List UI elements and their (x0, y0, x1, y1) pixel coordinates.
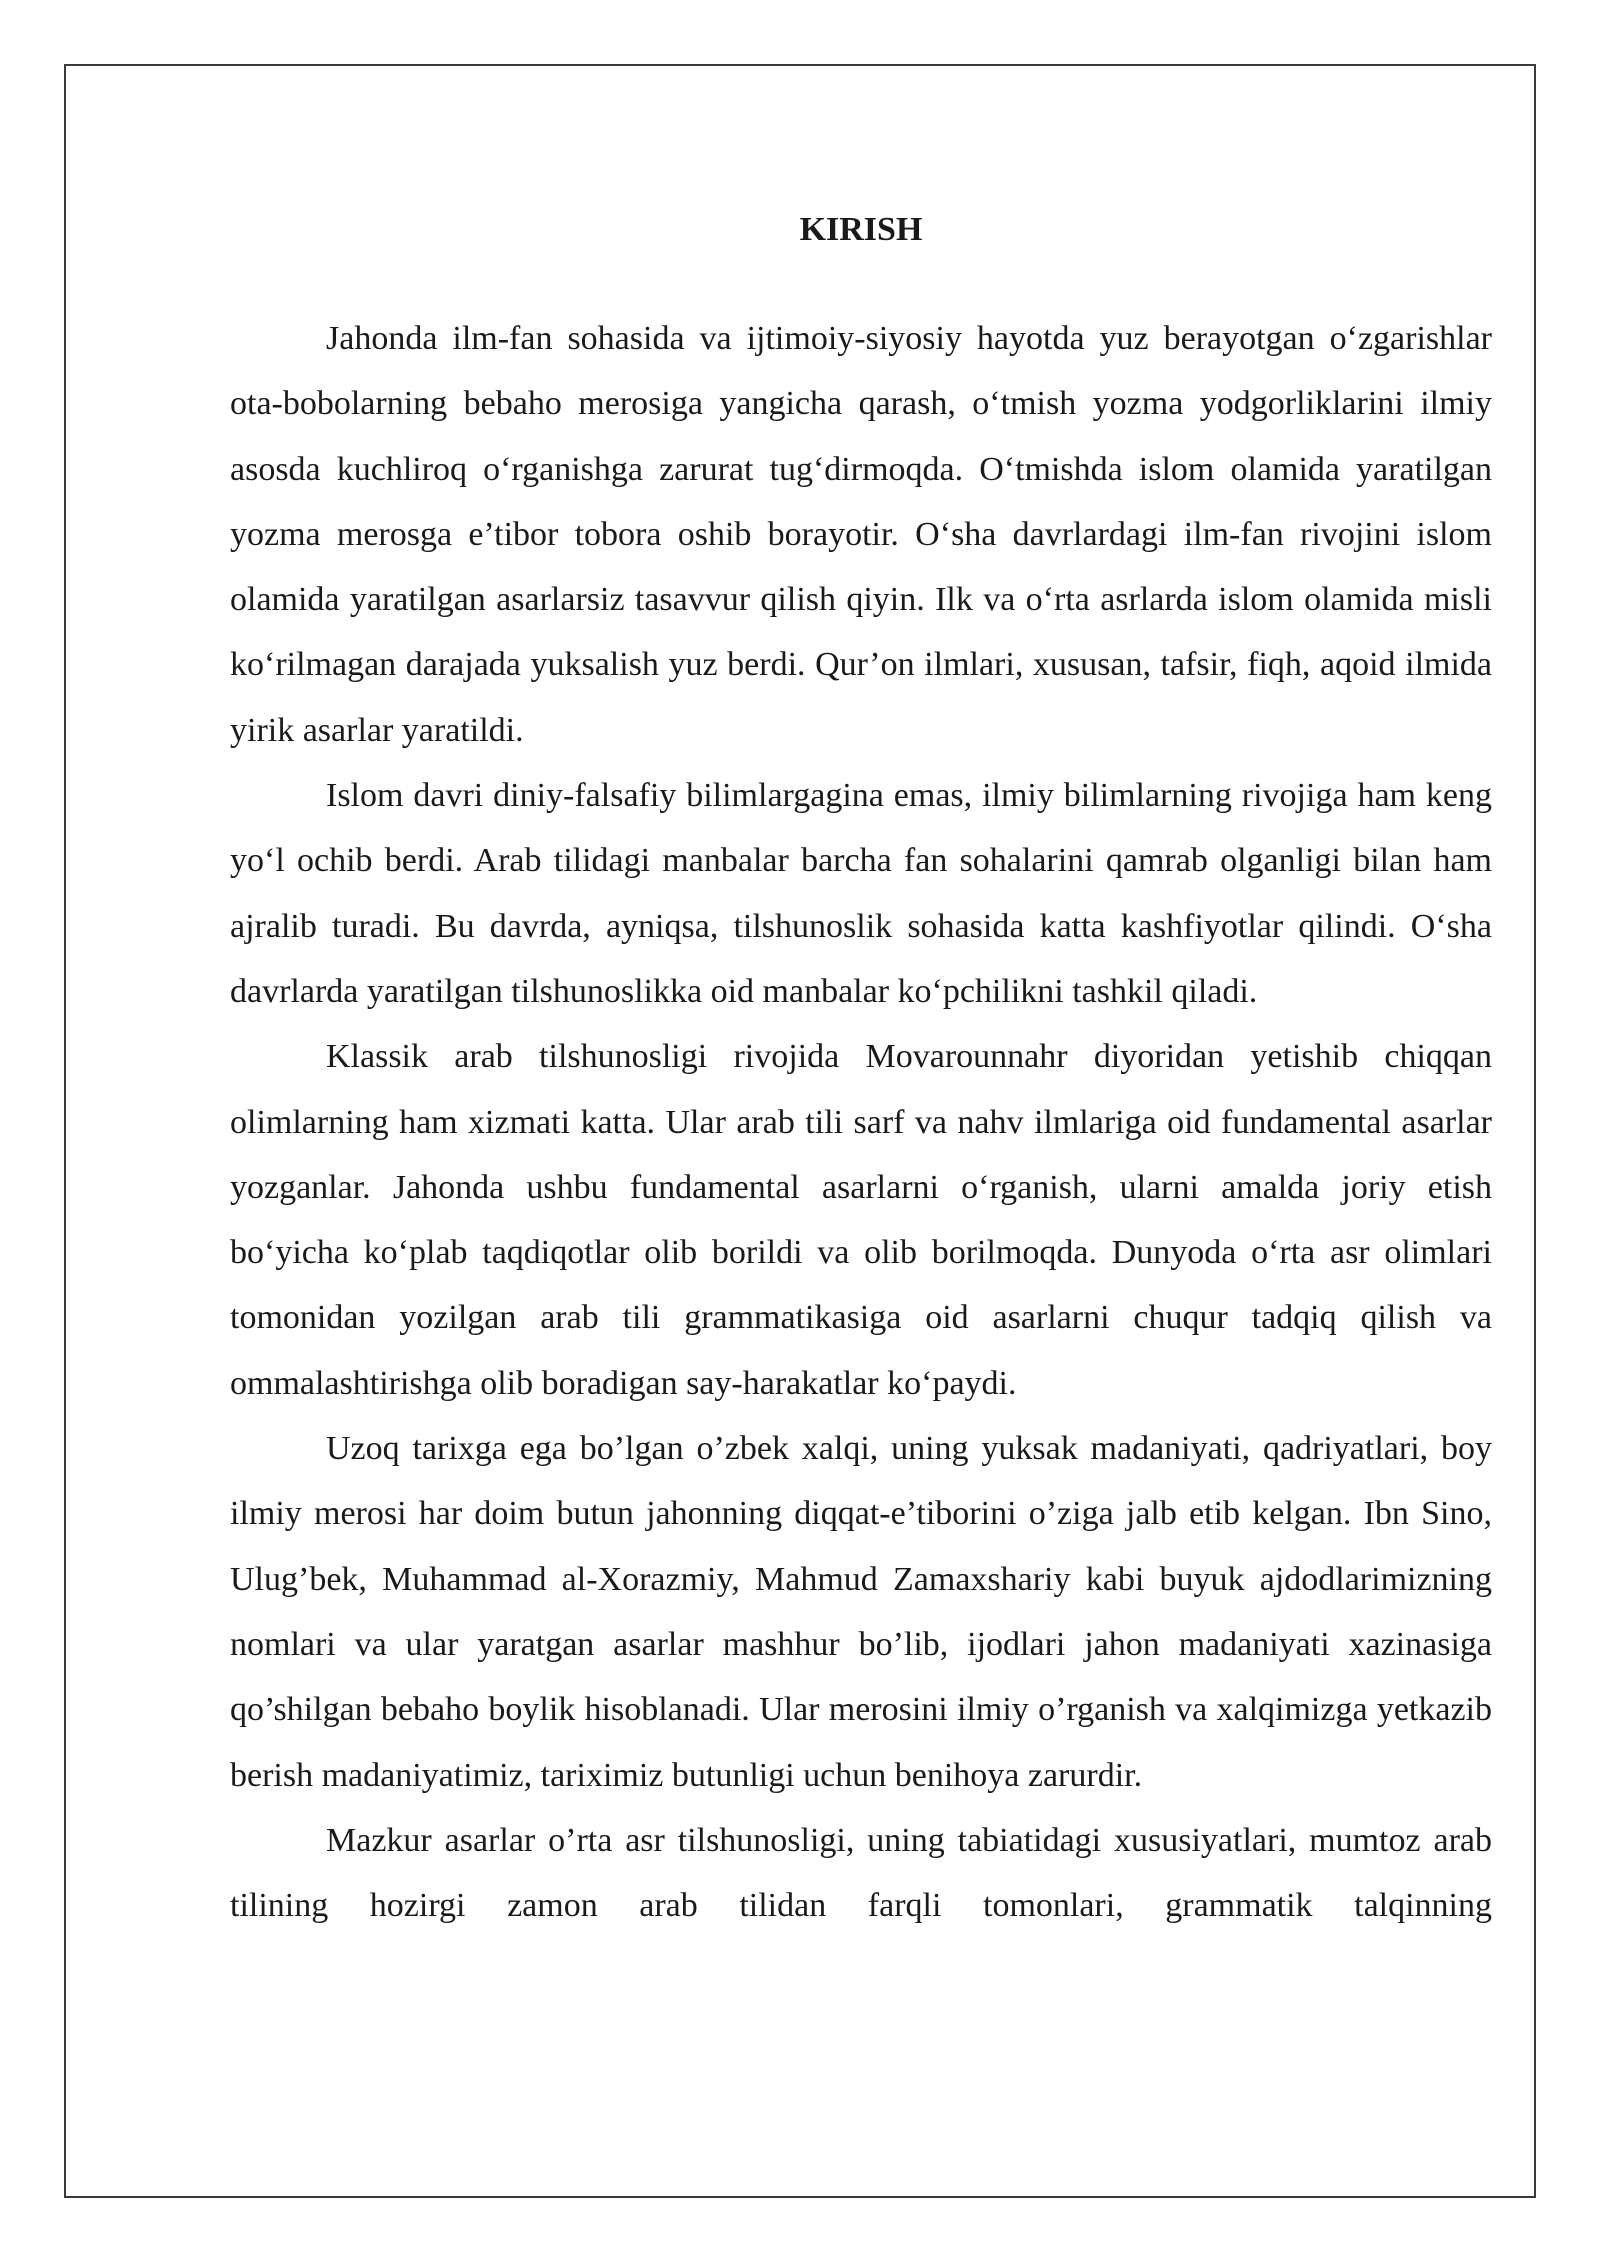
paragraph-5: Mazkur asarlar o’rta asr tilshunosligi, uning tabiatidagi xususiyatlari, mumtoz arab tilining hozirgi zamon arab tilidan farqli tomonlari, grammatik talqinning (230, 1821, 1492, 1925)
paragraph-1: Jahonda ilm-fan sohasida va ijtimoiy-siyosiy hayotda yuz berayotgan o‘zgarishlar ota-bobolarning bebaho merosiga yangicha qarash, o‘tmish yozma yodgorliklarini ilmiy asosda kuchliroq o‘rganishga zarurat tug‘dirmoqda. O‘tmishda islom olamida yaratilgan yozma merosga e’tibor tobora oshib borayotir. O‘sha davrlardagi ilm-fan rivojini islom olamida yaratilgan asarlarsiz tasavvur qilish qiyin. Ilk va o‘rta asrlarda islom olamida misli ko‘rilmagan darajada yuksalish yuz berdi. Qur’on ilmlari, xususan, tafsir, fiqh, aqoid ilmida yirik asarlar yaratildi. (230, 320, 1492, 749)
page-title: KIRISH (799, 211, 923, 248)
paragraph-2: Islom davri diniy-falsafiy bilimlargagina emas, ilmiy bilimlarning rivojiga ham keng yo‘l ochib berdi. Arab tilidagi manbalar barcha fan sohalarini qamrab olganligi bilan ham ajralib turadi. Bu davrda, ayniqsa, tilshunoslik sohasida katta kashfiyotlar qilindi. O‘sha davrlarda yaratilgan tilshunoslikka oid manbalar ko‘pchilikni tashkil qiladi. (230, 777, 1492, 1010)
paragraph-4: Uzoq tarixga ega bo’lgan o’zbek xalqi, uning yuksak madaniyati, qadriyatlari, boy ilmiy merosi har doim butun jahonning diqqat-e’tiborini o’ziga jalb etib kelgan. Ibn Sino, Ulug’bek, Muhammad al-Xorazmiy, Mahmud Zamaxshariy kabi buyuk ajdodlarimizning nomlari va ular yaratgan asarlar mashhur bo’lib, ijodlari jahon madaniyati xazinasiga qo’shilgan bebaho boylik hisoblanadi. Ular merosini ilmiy o’rganish va xalqimizga yetkazib berish madaniyatimiz, tariximiz butunligi uchun benihoya zarurdir. (230, 1430, 1492, 1794)
document-body (230, 200, 1492, 1938)
paragraph-3: Klassik arab tilshunosligi rivojida Movarounnahr diyoridan yetishib chiqqan olimlarning ham xizmati katta. Ular arab tili sarf va nahv ilmlariga oid fundamental asarlar yozganlar. Jahonda ushbu fundamental asarlarni o‘rganish, ularni amalda joriy etish bo‘yicha ko‘plab taqdiqotlar olib borildi va olib borilmoqda. Dunyoda o‘rta asr olimlari tomonidan yozilgan arab tili grammatikasiga oid asarlarni chuqur tadqiq qilish va ommalashtirishga olib boradigan say-harakatlar ko‘paydi. (230, 1038, 1492, 1402)
